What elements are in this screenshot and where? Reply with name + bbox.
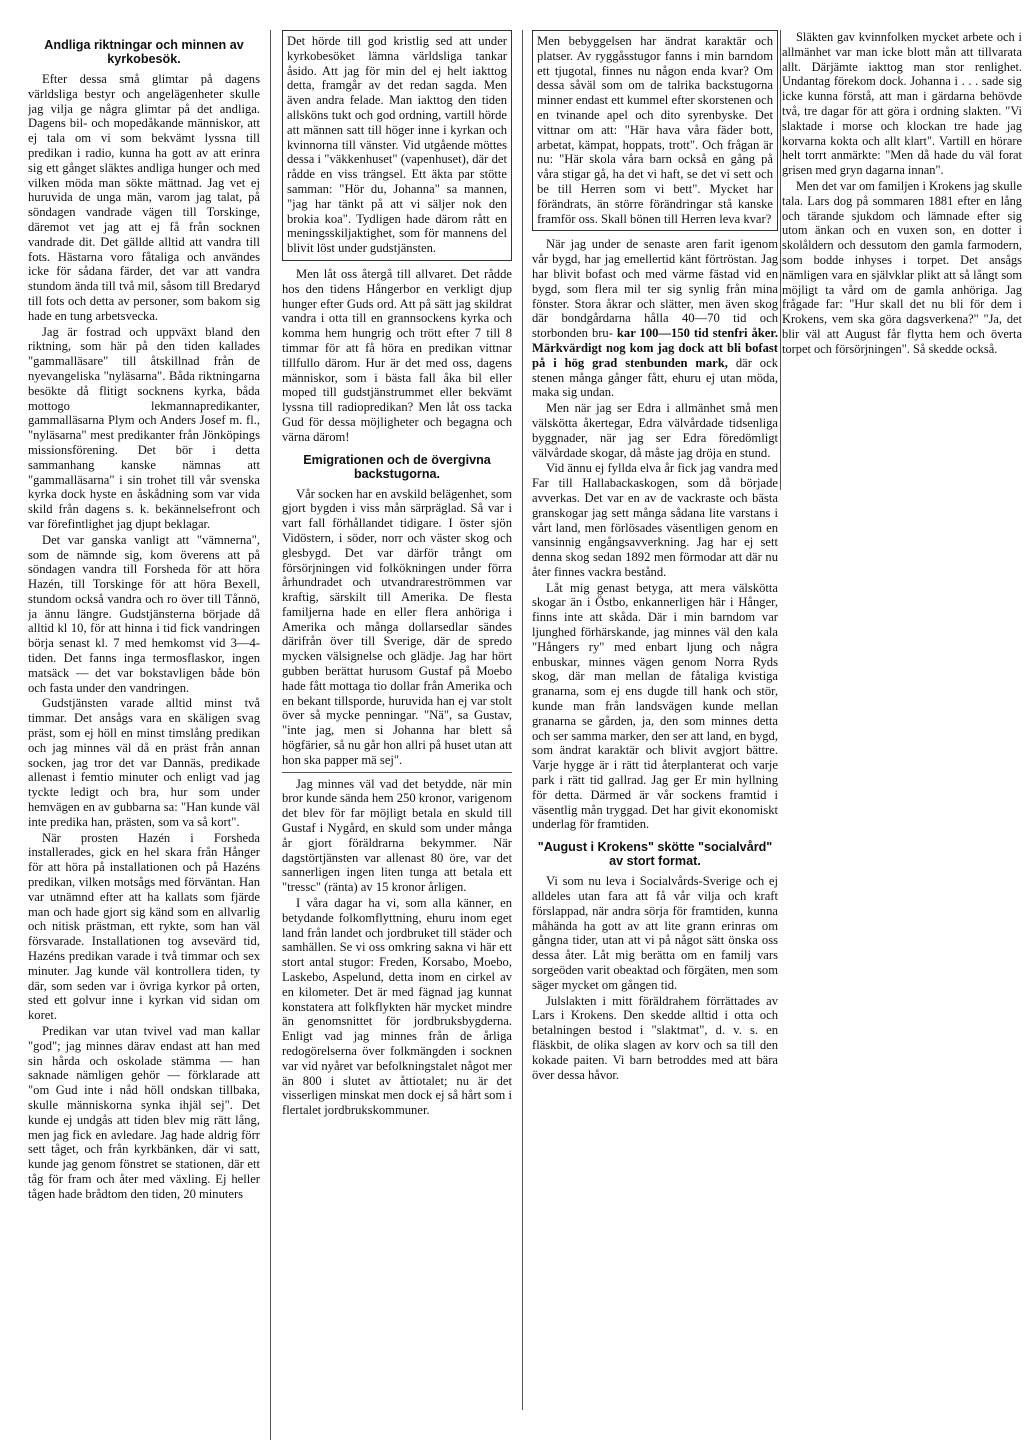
paragraph: Jag minnes väl vad det betydde, när min bror kunde sända hem 250 kronor, varigenom det blev för far möjligt betala en skuld till Gustaf i Nygård, en skuld som under många år gjort föräldrarna bekymmer. När dagstörtjänsten var allenast 80 öre, var det sannerligen ingen liten tunga att betala ett "tressc" (ränta) av 15 kronor årligen. [282,776,512,895]
paragraph: Det hörde till god kristlig sed att under kyrkobesöket lämna världsliga tankar åsido. Att jag för min del ej helt iakttog detta, framgår av det redan sagda. Men även andra felade. Man iakttog den tiden allsköns tukt och god ordning, vartill hörde att männen satt till höger inne i kyrkan och kvinnorna till vänster. Vid utgående möttes dessa i "väkkenhuset" (vapenhuset), där det rådde en viss trängsel. Ett äkta par stötte samman: "Hör du, Johanna" sa mannen, "jag har tänkt på att vi säljer nok den brokia koa". Tydligen hade därom rått en meningsskiljaktighet, som för mannens del blivit löst under gudstjänsten. [287,34,507,256]
paragraph: Men när jag ser Edra i allmänhet små men välskötta åkertegar, Edra välvårdade tidsenliga byggnader, när jag ser Edra föredömligt välvårdade skogar, då måste jag dröja en stund. [532,401,778,460]
section-heading: Emigrationen och de övergivna backstugorna. [303,452,491,481]
section-divider [282,772,512,773]
column-4 [782,30,1022,500]
paragraph: Gudstjänsten varade alltid minst två timmar. Det ansågs vara en skäligen svag präst, som ej höll en minst timslång predikan och jag minnes väl då en präst från annan socken, jag tror det var Dannäs, predikade allenast i femtio minuter och enligt vad jag tyckte ledigt och bra, hur som under hemvägen en av gubbarna sa: "Han kunde väl inte predika han, prästen, som va så kort". [28,696,260,829]
paragraph-start: När jag under de senaste aren farit igenom vår bygd, har jag emellertid känt förtröstan. Jag har blivit bofast och med värme fästad vid en bygd, som flera mil ter sig synlig från mina fönster. Stora åkrar och slätter, men även skog där bondgårdarna hålla 40—70 tid och storbonden bru- [532,237,778,341]
paragraph: Men bebyggelsen har ändrat karaktär och platser. Av ryggåsstugor fanns i min barndom ett tjugotal, finnes nu någon enda kvar? Om dessa såväl som om de talrika backstugorna minner endast ett kummel efter skorstenen och en tvinande apel och dito syrenbyske. Det vittnar om att: "Här hava våra fäder bott, arbetat, kämpat, hoppats, trott". Och frågan är nu: "Här skola våra barn också en gång på våra stigar gå, ha det vi haft, se det vi sett och be till Herren som vi bett". Mycket har förändrats, än större förändringar stå kanske framför oss. Skall bönen till Herren leva kvar? [537,34,773,226]
boxed-anecdote [282,30,512,261]
column-divider [780,30,781,490]
paragraph: Vår socken har en avskild belägenhet, som gjort bygden i viss mån särpräglad. Så var i vart fall förhållandet tidigare. I öster sjön Vidöstern, i söder, norr och väster skog och glesbygd. Det var därför trångt om försörjningen vid folkökningen under förra århundradet och utvandrareströmmen var kraftig, särskilt till Amerika. De flesta familjerna hade en eller flera anhöriga i Amerika och många dollarsedlar sändes därifrån över till Sverige, där de spredo mycken välsignelse och glädje. Jag har hört gubben berättat hurusom Gustaf på Moebo hade fått mottaga tio dollar från Amerika och en bekant tillsporde, huruvida han ej var stolt över så mycke penningar. "Nä", sa Gustav, "inte jag, men si Johanna har blett så högfärier, så nu går hon allri på huset utan att hon ska papper mä sej". [282,486,512,767]
paragraph: Men det var om familjen i Krokens jag skulle tala. Lars dog på sommaren 1881 efter en lång och tärande sjukdom och lämnade efter sig utom änkan och en vuxen son, en dotter i skolåldern och dessutom den gamla farmodern, som bodde inhyses i torpet. Det ansågs nämligen vara en självklar plikt att så långt som möjligt ta vård om de gamla anhöriga. Jag frågade far: "Hur skall det nu bli för dem i Krokens, vem ska göra dagsverkena?" "Ja, det blir väl att August får flytta hem och överta torpet och försörjningen". Så skedde också. [782,178,1022,356]
paragraph: Släkten gav kvinnfolken mycket arbete och i allmänhet var man icke blott mån att tillvarata allt. Därjämte iakttog man stor renlighet. Undantag förekom dock. Johanna i . . . sade sig icke kunna förstå, att man i gärdarna behövde två, tre dagar för att göra i ordning slakten. "Vi slaktade i morse och klockan tre hade jag korvarna kokta och allt klart". Vartill en hörare helt torrt anmärkte: "Men då hade du väl forat grisen med gryn dagarna innan". [782,30,1022,178]
paragraph: Vi som nu leva i Socialvårds-Sverige och ej alldeles utan fara att få vår vilja och kraft förslappad, när andra sörja för framtiden, kunna måhända ha gott av att lite grann erinras om gångna tider, utan att vi på något sätt önska oss dessa åter. Låt mig berätta om en familj vars sorgeöden varit obeaktad och förgäten, men som säger mycket om gången tid. [532,874,778,992]
paragraph: Efter dessa små glimtar på dagens världsliga bestyr och angelägenheter skulle jag vilja ge några glimtar på det andliga. Dagens bil- och mopedåkande människor, att ej tala om vi som bekvämt lyssna till predikan i radio, kunna ha gott av att erinra sig ett gånget släktes andliga hunger och med vilken möda man sökte mättnad. Jag vet ej huruvida de unga män, varom jag talat, på söndagen vandrade vägen till Torskinge, däremot vet jag att ej få från socknen vandrade dit. Det gällde alltid att vandra till fots. Hästarna voro fåtaliga och användes icke för sådana färder, det var att vandra stundom ända till två mil, såsom till Bredaryd till fots och detta av personer, som bakom sig hade en tung arbetsvecka. [28,72,260,323]
paragraph: Men låt oss återgå till allvaret. Det rådde hos den tidens Hångerbor en verkligt djup hunger efter Guds ord. Att på sätt jag skildrat vandra i otta till en grannsockens kyrka och komma hem hungrig och trött efter 7 till 8 timmar för att få höra en predikan vittnar tillfullo därom. Hur är det med oss, dagens människor, som i bästa fall åka bil eller moped till gudstjänstrummet eller bekvämt lyssna till radiopredikan? Men låt oss tacka Gud för dessa möjligheter och begagna och värna därom! [282,266,512,444]
paragraph: I våra dagar ha vi, som alla känner, en betydande folkomflyttning, ehuru inom eget land från landet och jordbruket till städer och samhällen. Se vi oss omkring sakna vi här ett stort antal stugor: Freden, Korsabo, Moebo, Laskebo, Aspelund, detta inom en cirkel av en kilometer. Det är med fägnad jag kunnat konstatera att folkflykten här mycket mindre än genomsnittet för jordbruksbygderna. Enligt vad jag minnes från de årliga redogörelserna över folkmängden i socknen var vid nyåret var befolkningstalet något mer än 800 i slutet av åttiotalet; nu är det visserligen minskat men dock ej så hårt som i flertalet jordbrukskommuner. [282,896,512,1118]
paragraph: När prosten Hazén i Forsheda installerades, gick en hel skara från Hånger för att höra på installationen och på Hazéns predikan, vilken motsågs med förväntan. Han var utnämnd efter att ha kallats som fjärde man och hade gjort sig känd som en allvarlig och nitisk prästman, ett rykte, som han väl försvarade. Installationen tog avsevärd tid, Hazéns predikan varade i två timmar och sex minuter. Jag kunde väl kontrollera tiden, ty där, som seden var i övriga kyrkor på orten, sted ett golvur inne i kyrkan vid sidan om koret. [28,830,260,1023]
paragraph: Det var ganska vanligt att "vämnerna", som de nämnde sig, kom överens att på söndagen vandra till Forsheda för att höra Hazén, till Torskinge för att höra Bexell, stundom också vandra och ro över till Tånnö, ja ännu längre. Gudstjänsterna började då alltid kl 10, för att hinna i tid fick vandringen börja senast kl. 7 med hemkomst vid 3—4-tiden. Det fanns inga termosflaskor, ingen matsäck — det var bokstavligen både bön och fasta under den vandringen. [28,532,260,695]
column-1 [28,30,260,1448]
column-divider [522,30,523,1410]
column-3 [532,30,778,1160]
column-divider [270,30,271,1440]
paragraph-emphasis: kar 100—150 tid stenfri åker. Märkvärdigt nog kom jag dock att bli bofast på i hög grad stenbunden mark, [532,326,778,370]
paragraph: Vid ännu ej fyllda elva år fick jag vandra med Far till Hallabackaskogen, som då började avverkas. Det var en av de vackraste och bästa granskogar jag sett många sådana lite varstans i vårt land, men förlösades väsentligen genom en vansinnig engångsavverkning. Jag har ej sett denna skog sedan 1892 men förmodar att där nu åter finnes vackra bestånd. [532,461,778,579]
paragraph-end: där ock stenen många gånger fått, ehuru ej utan möda, maka sig undan. [532,355,778,400]
section-heading: Andliga riktningar och minnen av kyrkobesök. [44,38,244,66]
paragraph: Låt mig genast betyga, att mera välskötta skogar än i Östbo, enkannerligen här i Hånger, finns inte att skåda. Där i min barndom var ljunghed förhärskande, jag minnes väl den kala "Hångers ry" med enbart ljung och några enbuskar, minnes vägen genom Norra Ryds skog, där man mellan de fåtaliga kvistiga granarna, som ej ens dugde till hank och stör, kunde man från landsvägen kunde mellan granarna se gården, ja, den som minnes detta och ser samma marker, den ser att land, en bygd, som ändrat karaktär och blivit avgjort bättre. Varje hygge är i rätt tid återplanterat och varje park i rätt tid gallrad. Jag ger Er min hyllning för detta. Därmed är vår sockens framtid i väsentlig mån tryggad. Det har givit ekonomiskt underlag för framtiden. [532,580,778,832]
paragraph: Jag är fostrad och uppväxt bland den riktning, som här på den tiden kallades "gammalläsare" till åtskillnad från de nyevangeliska "nyläsarna". Båda riktningarna besökte då flitigt socknens kyrka, båda mottogo lekmannapredikanter, gammalläsarna Plym och Anders Josef m. fl., "nyläsarna" mest predikanter från Jönköpings missionsförening. Det bör i detta sammanhang kanske nämnas att "gammalläsarna" i sin trohet till vår svenska kyrka dock hyste en åskådning som var vida skild från dagens s. k. bekännelsefront och var förefintlighet jag djupt beklagar. [28,324,260,531]
boxed-reflection [532,30,778,231]
column-2 [282,30,512,1390]
paragraph: Julslakten i mitt föräldrahem förrättades av Lars i Krokens. Den skedde alltid i otta och betalningen bestod i "slaktmat", d. v. s. en fläskbit, de olika slagen av korv och sa till den kokade paiten. Vi barn betroddes med att bära över dessa håvor. [532,993,778,1082]
section-heading: "August i Krokens" skötte "socialvård" av stort format. [537,840,773,869]
paragraph: Predikan var utan tvivel vad man kallar "god"; jag minnes därav endast att han med sin hårda och oskolade stämma — han saknade nämligen gehör — förklarade att "om Gud inte i nåd höll ondskan tillbaka, skulle människorna synka ihjäl sej". Det kunde ej undgås att tiden blev mig rätt lång, men jag fick en avledare. Jag hade aldrig förr sett tåget, och från kyrkbänken, där vi satt, kunde jag genom fönstret se stationen, där ett tåg för fram och åter med växling. Ej heller tågen hade brådtom den tiden, 20 minuters [28,1024,260,1201]
paragraph [532,237,778,400]
